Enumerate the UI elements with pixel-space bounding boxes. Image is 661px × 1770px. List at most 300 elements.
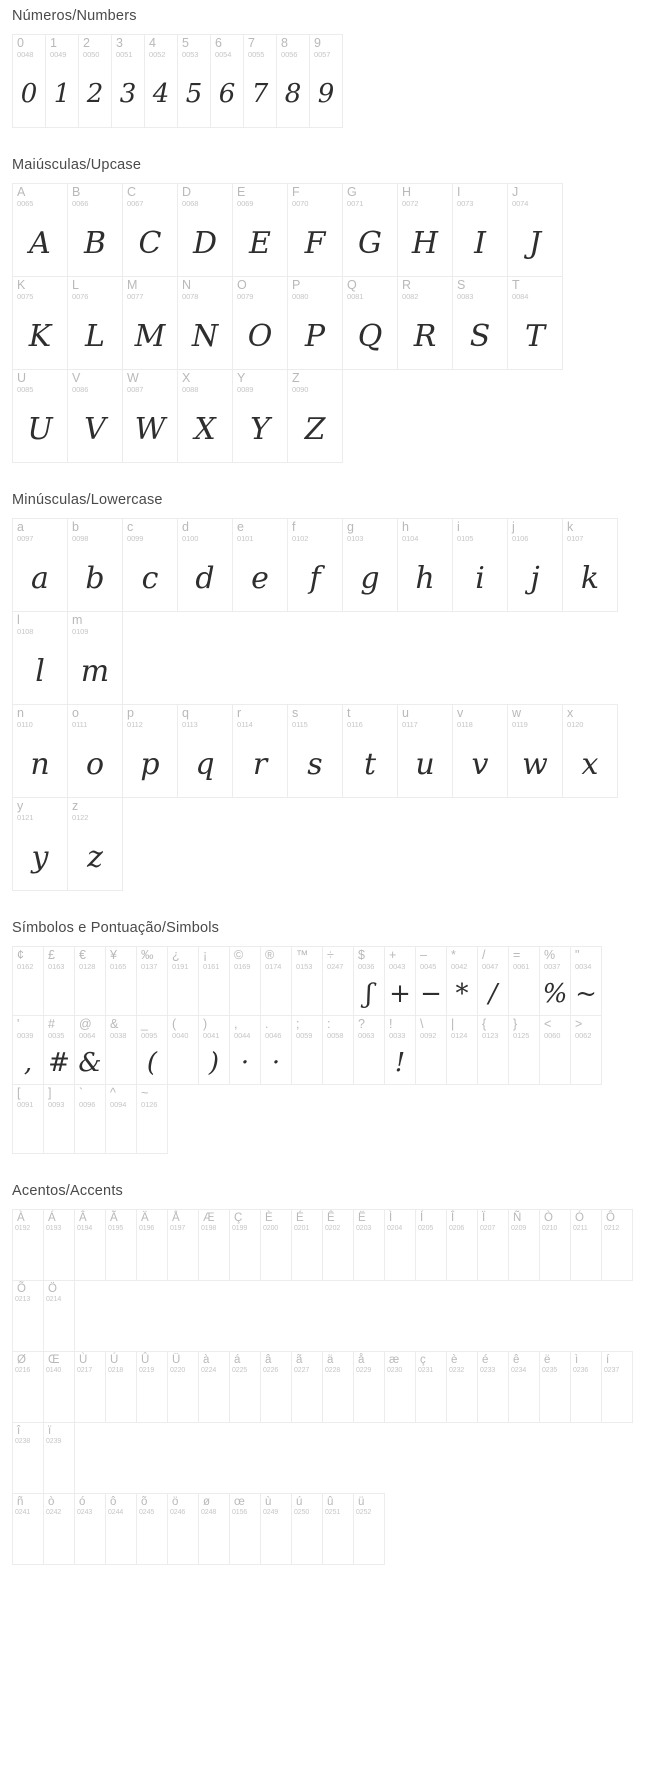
section-gap	[0, 1153, 661, 1183]
glyph-code-label: 0194	[77, 1225, 93, 1232]
glyph-cell[interactable]	[562, 518, 618, 612]
glyph-cell[interactable]	[309, 34, 343, 128]
glyph-code-label: 0088	[182, 385, 199, 394]
glyph-char-label: (	[172, 1017, 177, 1031]
glyph-cell[interactable]	[415, 1351, 447, 1423]
glyph-cell[interactable]	[397, 518, 453, 612]
glyph-char-label: Ü	[172, 1354, 181, 1366]
glyph-cell[interactable]	[12, 369, 68, 463]
glyph-cell[interactable]	[43, 1280, 75, 1352]
glyph-cell[interactable]	[570, 1351, 602, 1423]
glyph-cell[interactable]	[136, 1351, 168, 1423]
section-title-upcase: Maiúsculas/Upcase	[12, 157, 142, 173]
glyph-code-label: 0236	[573, 1367, 589, 1374]
glyph-char-label: A	[17, 185, 26, 199]
glyph-char-label: Â	[79, 1212, 87, 1224]
glyph-cell[interactable]	[397, 276, 453, 370]
glyph-sample: m	[80, 653, 110, 689]
glyph-cell[interactable]	[12, 704, 68, 798]
glyph-char-label: Î	[451, 1212, 455, 1224]
glyph-char-label: Ì	[389, 1212, 393, 1224]
glyph-cell[interactable]	[452, 518, 508, 612]
glyph-code-label: 0111	[72, 720, 88, 729]
glyph-cell[interactable]	[287, 704, 343, 798]
glyph-cell[interactable]	[322, 1351, 354, 1423]
glyph-cell[interactable]	[144, 34, 178, 128]
glyph-cell[interactable]	[12, 611, 68, 705]
glyph-cell[interactable]	[229, 1209, 261, 1281]
glyph-cell[interactable]	[105, 1493, 137, 1565]
glyph-cell[interactable]	[229, 1015, 261, 1085]
glyph-cell[interactable]	[167, 1209, 199, 1281]
glyph-cell[interactable]	[43, 1351, 75, 1423]
glyph-sample: Y	[250, 411, 270, 447]
glyph-cell[interactable]	[232, 704, 288, 798]
glyph-cell[interactable]	[122, 369, 178, 463]
glyph-cell[interactable]	[136, 1493, 168, 1565]
glyph-code-label: 0238	[15, 1438, 31, 1445]
glyph-code-label: 0066	[72, 199, 89, 208]
glyph-char-label: ¡	[203, 948, 208, 962]
glyph-cell[interactable]	[43, 1209, 75, 1281]
glyph-cell[interactable]	[508, 946, 540, 1016]
glyph-cell[interactable]	[43, 1084, 75, 1154]
glyph-cell[interactable]	[507, 183, 563, 277]
glyph-code-label: 0251	[325, 1509, 341, 1516]
glyph-char-label: ä	[327, 1354, 334, 1366]
glyph-cell[interactable]	[232, 518, 288, 612]
glyph-code-label: 0214	[46, 1296, 62, 1303]
glyph-code-label: 0126	[141, 1100, 158, 1109]
glyph-cell[interactable]	[74, 1351, 106, 1423]
glyph-sample	[199, 973, 229, 1015]
glyph-cell[interactable]	[232, 183, 288, 277]
glyph-cell[interactable]	[322, 1493, 354, 1565]
glyph-code-label: 0252	[356, 1509, 372, 1516]
glyph-code-label: 0248	[201, 1509, 217, 1516]
glyph-char-label: a	[17, 520, 24, 534]
glyph-code-label: 0210	[542, 1225, 558, 1232]
glyph-cell[interactable]	[353, 1209, 385, 1281]
glyph-cell[interactable]	[287, 183, 343, 277]
glyph-sample: M	[134, 318, 166, 354]
glyph-cell[interactable]	[12, 276, 68, 370]
glyph-cell[interactable]	[477, 1351, 509, 1423]
glyph-code-label: 0174	[265, 962, 282, 971]
glyph-char-label: :	[327, 1017, 331, 1031]
glyph-cell[interactable]	[198, 1493, 230, 1565]
glyph-char-label: u	[402, 706, 409, 720]
glyph-code-label: 0161	[203, 962, 220, 971]
glyph-code-label: 0242	[46, 1509, 62, 1516]
glyph-cell[interactable]	[570, 946, 602, 1016]
glyph-cell[interactable]	[384, 1015, 416, 1085]
glyph-cell[interactable]	[570, 1209, 602, 1281]
glyph-cell[interactable]	[74, 1015, 106, 1085]
glyph-sample	[44, 973, 74, 1015]
glyph-code-label: 0047	[482, 962, 499, 971]
glyph-char-label: Û	[141, 1354, 150, 1366]
glyph-cell[interactable]	[322, 1015, 354, 1085]
glyph-char-label: €	[79, 948, 86, 962]
glyph-cell[interactable]	[167, 946, 199, 1016]
glyph-cell[interactable]	[111, 34, 145, 128]
glyph-code-label: 0095	[141, 1031, 158, 1040]
glyph-code-label: 0247	[327, 962, 344, 971]
glyph-sample: I	[474, 225, 486, 261]
glyph-cell[interactable]	[78, 34, 112, 128]
glyph-sample: 3	[119, 79, 137, 109]
glyph-cell[interactable]	[415, 1015, 447, 1085]
glyph-cell[interactable]	[415, 946, 447, 1016]
glyph-cell[interactable]	[353, 1015, 385, 1085]
glyph-char-label: Œ	[48, 1354, 60, 1366]
glyph-code-label: 0117	[402, 720, 418, 729]
glyph-cell[interactable]	[67, 183, 123, 277]
glyph-cell[interactable]	[177, 369, 233, 463]
glyph-code-label: 0099	[127, 534, 144, 543]
glyph-cell[interactable]	[508, 1015, 540, 1085]
glyph-cell[interactable]	[105, 1351, 137, 1423]
glyph-cell[interactable]	[397, 183, 453, 277]
glyph-cell[interactable]	[446, 946, 478, 1016]
glyph-cell[interactable]	[384, 1209, 416, 1281]
glyph-code-label: 0156	[232, 1509, 248, 1516]
glyph-cell[interactable]	[177, 276, 233, 370]
glyph-sample	[106, 1042, 136, 1084]
glyph-sample: 8	[284, 79, 302, 109]
glyph-sample	[292, 1042, 322, 1084]
glyph-code-label: 0204	[387, 1225, 403, 1232]
glyph-sample	[13, 1111, 43, 1153]
glyph-cell[interactable]	[136, 1084, 168, 1154]
glyph-cell[interactable]	[177, 34, 211, 128]
glyph-char-label: õ	[141, 1496, 148, 1508]
glyph-cell[interactable]	[67, 797, 123, 891]
glyph-cell[interactable]	[260, 1351, 292, 1423]
glyph-cell[interactable]	[12, 1422, 44, 1494]
glyph-cell[interactable]	[342, 704, 398, 798]
glyph-cell[interactable]	[12, 1280, 44, 1352]
glyph-sample: 0	[20, 79, 38, 109]
glyph-cell[interactable]	[12, 1493, 44, 1565]
glyph-cell[interactable]	[601, 1209, 633, 1281]
glyph-char-label: á	[234, 1354, 241, 1366]
glyph-code-label: 0064	[79, 1031, 96, 1040]
glyph-cell[interactable]	[198, 1015, 230, 1085]
glyph-code-label: 0123	[482, 1031, 499, 1040]
glyph-code-label: 0102	[292, 534, 309, 543]
glyph-cell[interactable]	[167, 1015, 199, 1085]
glyph-char-label: *	[451, 948, 456, 962]
glyph-char-label: ¢	[17, 948, 24, 962]
glyph-char-label: À	[17, 1212, 25, 1224]
glyph-cell[interactable]	[260, 1493, 292, 1565]
glyph-cell[interactable]	[539, 1209, 571, 1281]
glyph-cell[interactable]	[415, 1209, 447, 1281]
glyph-char-label: \	[420, 1017, 424, 1031]
glyph-code-label: 0069	[237, 199, 254, 208]
glyph-code-label: 0246	[170, 1509, 186, 1516]
glyph-cell[interactable]	[198, 946, 230, 1016]
glyph-cell[interactable]	[105, 946, 137, 1016]
glyph-cell[interactable]	[136, 1209, 168, 1281]
glyph-cell[interactable]	[452, 183, 508, 277]
glyph-cell[interactable]	[198, 1351, 230, 1423]
page-top-spacer	[0, 0, 661, 8]
glyph-sample: 7	[251, 79, 269, 109]
glyph-sample: w	[522, 746, 548, 782]
glyph-cell[interactable]	[12, 1015, 44, 1085]
glyph-char-label: à	[203, 1354, 210, 1366]
glyph-cell[interactable]	[74, 946, 106, 1016]
glyph-char-label: ~	[141, 1086, 149, 1100]
glyph-cell[interactable]	[12, 946, 44, 1016]
glyph-char-label: Ä	[141, 1212, 149, 1224]
glyph-sample	[447, 1042, 477, 1084]
glyph-cell[interactable]	[122, 518, 178, 612]
glyph-row-upcase-2	[0, 369, 661, 462]
glyph-cell[interactable]	[342, 183, 398, 277]
glyph-char-label: w	[512, 706, 522, 720]
glyph-cell[interactable]	[397, 704, 453, 798]
glyph-cell[interactable]	[122, 183, 178, 277]
glyph-sample: %	[542, 979, 568, 1009]
glyph-char-label: 9	[314, 36, 321, 50]
glyph-cell[interactable]	[276, 34, 310, 128]
glyph-cell[interactable]	[12, 1084, 44, 1154]
glyph-cell[interactable]	[243, 34, 277, 128]
glyph-code-label: 0239	[46, 1438, 62, 1445]
glyph-cell[interactable]	[232, 369, 288, 463]
glyph-cell[interactable]	[67, 704, 123, 798]
glyph-cell[interactable]	[291, 1493, 323, 1565]
glyph-code-label: 0202	[325, 1225, 341, 1232]
glyph-cell[interactable]	[43, 1422, 75, 1494]
glyph-cell[interactable]	[177, 183, 233, 277]
glyph-cell[interactable]	[353, 1351, 385, 1423]
glyph-char-label: v	[457, 706, 464, 720]
glyph-char-label: ™	[296, 948, 309, 962]
glyph-cell[interactable]	[229, 946, 261, 1016]
glyph-cell[interactable]	[446, 1015, 478, 1085]
glyph-cell[interactable]	[322, 1209, 354, 1281]
glyph-cell[interactable]	[43, 1493, 75, 1565]
glyph-cell[interactable]	[446, 1209, 478, 1281]
glyph-code-label: 0196	[139, 1225, 155, 1232]
glyph-cell[interactable]	[291, 1015, 323, 1085]
glyph-code-label: 0033	[389, 1031, 406, 1040]
glyph-cell[interactable]	[105, 1015, 137, 1085]
glyph-row-lowercase-0	[0, 518, 661, 704]
glyph-cell[interactable]	[291, 946, 323, 1016]
glyph-char-label: Ê	[327, 1212, 335, 1224]
glyph-cell[interactable]	[74, 1493, 106, 1565]
glyph-cell[interactable]	[105, 1209, 137, 1281]
glyph-cell[interactable]	[601, 1351, 633, 1423]
glyph-cell[interactable]	[67, 518, 123, 612]
glyph-cell[interactable]	[260, 946, 292, 1016]
glyph-code-label: 0230	[387, 1367, 403, 1374]
glyph-cell[interactable]	[507, 276, 563, 370]
glyph-sample: ʃ	[365, 979, 373, 1009]
glyph-cell[interactable]	[477, 946, 509, 1016]
section-gap	[0, 462, 661, 492]
glyph-cell[interactable]	[446, 1351, 478, 1423]
glyph-cell[interactable]	[12, 518, 68, 612]
glyph-cell[interactable]	[539, 946, 571, 1016]
glyph-cell[interactable]	[570, 1015, 602, 1085]
glyph-cell[interactable]	[136, 1015, 168, 1085]
glyph-code-label: 0228	[325, 1367, 341, 1374]
glyph-cell[interactable]	[353, 1493, 385, 1565]
glyph-cell[interactable]	[167, 1493, 199, 1565]
glyph-sample	[168, 1042, 198, 1084]
glyph-char-label: Ú	[110, 1354, 119, 1366]
glyph-cell[interactable]	[287, 518, 343, 612]
glyph-cell[interactable]	[452, 276, 508, 370]
glyph-cell[interactable]	[291, 1351, 323, 1423]
glyph-cell[interactable]	[452, 704, 508, 798]
glyph-cell[interactable]	[232, 276, 288, 370]
glyph-char-label: 3	[116, 36, 123, 50]
glyph-cell[interactable]	[353, 946, 385, 1016]
glyph-cell[interactable]	[12, 1209, 44, 1281]
glyph-cell[interactable]	[43, 946, 75, 1016]
glyph-cell[interactable]	[12, 34, 46, 128]
glyph-cell[interactable]	[342, 276, 398, 370]
glyph-cell[interactable]	[562, 704, 618, 798]
glyph-code-label: 0200	[263, 1225, 279, 1232]
glyph-cell[interactable]	[260, 1209, 292, 1281]
glyph-code-label: 0083	[457, 292, 474, 301]
glyph-char-label: Ç	[234, 1212, 243, 1224]
glyph-char-label: z	[72, 799, 79, 813]
glyph-sample: C	[138, 225, 162, 261]
glyph-cell[interactable]	[45, 34, 79, 128]
glyph-code-label: 0090	[292, 385, 309, 394]
glyph-cell[interactable]	[12, 183, 68, 277]
glyph-cell[interactable]	[260, 1015, 292, 1085]
glyph-sample	[416, 1042, 446, 1084]
glyph-cell[interactable]	[229, 1351, 261, 1423]
glyph-code-label: 0049	[50, 50, 67, 59]
glyph-char-label: Ã	[110, 1212, 118, 1224]
glyph-code-label: 0035	[48, 1031, 65, 1040]
glyph-cell[interactable]	[74, 1209, 106, 1281]
glyph-cell[interactable]	[198, 1209, 230, 1281]
glyph-char-label: M	[127, 278, 138, 292]
glyph-cell[interactable]	[43, 1015, 75, 1085]
glyph-code-label: 0101	[237, 534, 254, 543]
glyph-code-label: 0092	[420, 1031, 437, 1040]
glyph-cell[interactable]	[287, 276, 343, 370]
glyph-cell[interactable]	[74, 1084, 106, 1154]
glyph-char-label: Á	[48, 1212, 56, 1224]
glyph-cell[interactable]	[67, 276, 123, 370]
glyph-code-label: 0043	[389, 962, 406, 971]
glyph-sample: y	[31, 839, 49, 875]
glyph-char-label: ,	[234, 1017, 238, 1031]
glyph-cell[interactable]	[105, 1084, 137, 1154]
glyph-code-label: 0097	[17, 534, 34, 543]
glyph-char-label: ]	[48, 1086, 52, 1100]
glyph-sample: E	[249, 225, 271, 261]
glyph-code-label: 0224	[201, 1367, 217, 1374]
glyph-code-label: 0113	[182, 720, 198, 729]
glyph-cell[interactable]	[507, 518, 563, 612]
glyph-char-label: }	[513, 1017, 518, 1031]
glyph-code-label: 0039	[17, 1031, 34, 1040]
glyph-cell[interactable]	[342, 518, 398, 612]
glyph-cell[interactable]	[291, 1209, 323, 1281]
glyph-char-label: í	[606, 1354, 610, 1366]
glyph-cell[interactable]	[477, 1015, 509, 1085]
section-gap	[0, 1564, 661, 1594]
glyph-cell[interactable]	[539, 1351, 571, 1423]
glyph-code-label: 0244	[108, 1509, 124, 1516]
glyph-cell[interactable]	[539, 1015, 571, 1085]
glyph-sample: q	[195, 746, 215, 782]
glyph-cell[interactable]	[477, 1209, 509, 1281]
glyph-sample: ·	[271, 1048, 281, 1078]
glyph-cell[interactable]	[67, 611, 123, 705]
glyph-sample	[230, 973, 260, 1015]
glyph-sample: !	[394, 1048, 406, 1078]
glyph-cell[interactable]	[384, 1351, 416, 1423]
glyph-char-label: F	[292, 185, 300, 199]
glyph-code-label: 0086	[72, 385, 89, 394]
glyph-char-label: î	[17, 1425, 21, 1437]
glyph-sample: )	[208, 1048, 220, 1078]
glyph-code-label: 0037	[544, 962, 561, 971]
glyph-code-label: 0201	[294, 1225, 310, 1232]
glyph-code-label: 0140	[46, 1367, 62, 1374]
glyph-cell[interactable]	[322, 946, 354, 1016]
glyph-sample: U	[27, 411, 53, 447]
glyph-cell[interactable]	[507, 704, 563, 798]
glyph-code-label: 0036	[358, 962, 375, 971]
glyph-cell[interactable]	[136, 946, 168, 1016]
glyph-cell[interactable]	[287, 369, 343, 463]
glyph-cell[interactable]	[384, 946, 416, 1016]
glyph-cell[interactable]	[67, 369, 123, 463]
glyph-code-label: 0237	[604, 1367, 620, 1374]
glyph-sample: 2	[86, 79, 104, 109]
glyph-cell[interactable]	[210, 34, 244, 128]
glyph-sample: (	[146, 1048, 158, 1078]
glyph-cell[interactable]	[122, 276, 178, 370]
glyph-cell[interactable]	[12, 1351, 44, 1423]
glyph-sample: o	[85, 746, 105, 782]
glyph-sample: O	[247, 318, 273, 354]
glyph-cell[interactable]	[229, 1493, 261, 1565]
glyph-sample	[292, 973, 322, 1015]
glyph-sample: 9	[317, 79, 335, 109]
glyph-cell[interactable]	[167, 1351, 199, 1423]
glyph-cell[interactable]	[508, 1351, 540, 1423]
glyph-cell[interactable]	[508, 1209, 540, 1281]
glyph-char-label: O	[237, 278, 247, 292]
glyph-code-label: 0105	[457, 534, 474, 543]
glyph-cell[interactable]	[12, 797, 68, 891]
glyph-char-label: Í	[420, 1212, 424, 1224]
glyph-code-label: 0137	[141, 962, 158, 971]
glyph-code-label: 0081	[347, 292, 364, 301]
glyph-cell[interactable]	[122, 704, 178, 798]
glyph-cell[interactable]	[177, 518, 233, 612]
glyph-cell[interactable]	[177, 704, 233, 798]
